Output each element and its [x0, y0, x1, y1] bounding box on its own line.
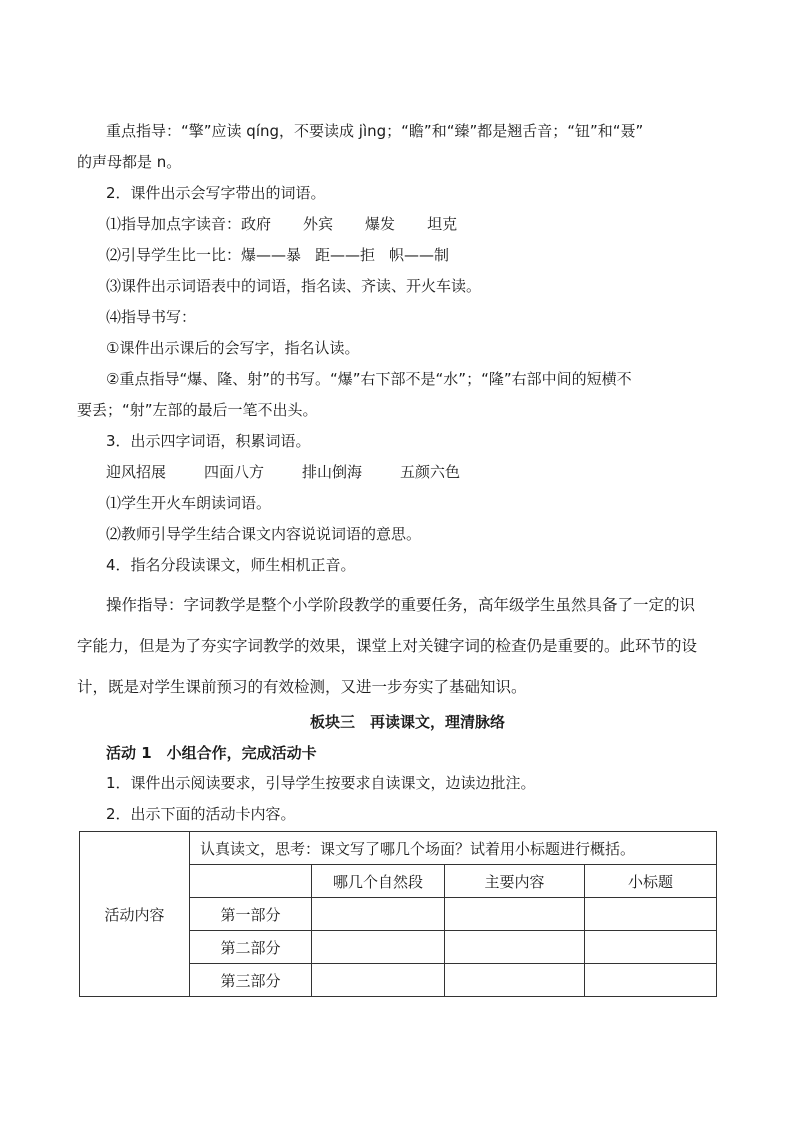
activity-card-table: [79, 831, 717, 997]
step-2-sub-2: [106, 245, 449, 265]
cell-blank: [445, 931, 585, 964]
cell-blank: [312, 931, 445, 964]
operation-guidance-line-3: 计，既是对学生课前预习的有效检测，又进一步夯实了基础知识。: [77, 678, 527, 696]
activity-step-1: 1．课件出示阅读要求，引导学生按要求自读课文，边读边批注。: [106, 774, 536, 792]
step-2-sub-3: ⑶课件出示词语表中的词语，指名读、齐读、开火车读。: [106, 277, 482, 295]
word-1: 政府: [241, 215, 272, 233]
sub-2-prefix: ⑵引导学生比一比：: [106, 246, 242, 264]
sub-1-prefix: ⑴指导加点字读音：: [106, 215, 242, 233]
word-3: 爆发: [365, 215, 396, 233]
cell-blank: [312, 898, 445, 931]
writing-point-2-line-2: 要丢；“射”左部的最后一笔不出头。: [77, 401, 318, 419]
activity-instruction: 认真读文，思考：课文写了哪几个场面？试着用小标题进行概括。: [190, 832, 717, 865]
compare-pair-3: 帜——制: [389, 246, 450, 264]
step-2-sub-4: ⑷指导书写：: [106, 308, 197, 326]
writing-point-1: ①课件出示课后的会写字，指名认读。: [106, 339, 360, 357]
cell-blank: [445, 964, 585, 997]
activity-content-header: 活动内容: [80, 832, 190, 997]
idiom-4: 五颜六色: [400, 463, 461, 481]
word-2: 外宾: [303, 215, 334, 233]
section-title: 板块三 再读课文，理清脉络: [310, 713, 506, 731]
four-char-words: [106, 462, 460, 482]
idiom-2: 四面八方: [204, 463, 265, 481]
row-label-part-1: 第一部分: [190, 898, 312, 931]
cell-blank: [585, 898, 717, 931]
step-3-sub-2: ⑵教师引导学生结合课文内容说说词语的意思。: [106, 525, 422, 543]
idiom-3: 排山倒海: [302, 463, 363, 481]
activity-step-2: 2．出示下面的活动卡内容。: [106, 805, 296, 823]
column-header-main-content: 主要内容: [445, 865, 585, 898]
key-guidance-line-2: 的声母都是 n。: [77, 153, 182, 171]
row-label-part-3: 第三部分: [190, 964, 312, 997]
step-3-sub-1: ⑴学生开火车朗读词语。: [106, 494, 272, 512]
step-4-heading: 4．指名分段读课文，师生相机正音。: [106, 556, 356, 574]
cell-blank: [585, 964, 717, 997]
writing-point-2-line-1: ②重点指导“爆、隆、射”的书写。“爆”右下部不是“水”；“隆”右部中间的短横不: [106, 370, 632, 388]
operation-guidance-line-1: 操作指导：字词教学是整个小学阶段教学的重要任务，高年级学生虽然具备了一定的识: [106, 596, 696, 614]
compare-pair-2: 距——拒: [315, 246, 376, 264]
compare-pair-1: 爆——暴: [241, 246, 302, 264]
step-2-heading: 2．课件出示会写字带出的词语。: [106, 184, 326, 202]
key-guidance-line-1: 重点指导：“擎”应读 qíng，不要读成 jìng；“瞻”和“臻”都是翘舌音；“钮”和“聂”: [106, 122, 644, 140]
activity-title: 活动 1 小组合作，完成活动卡: [106, 744, 317, 762]
column-header-subtitle: 小标题: [585, 865, 717, 898]
cell-blank: [445, 898, 585, 931]
cell-blank: [585, 931, 717, 964]
column-header-paragraphs: 哪几个自然段: [312, 865, 445, 898]
cell-blank: [312, 964, 445, 997]
idiom-1: 迎风招展: [106, 463, 167, 481]
word-4: 坦克: [427, 215, 458, 233]
operation-guidance-line-2: 字能力，但是为了夯实字词教学的效果，课堂上对关键字词的检查仍是重要的。此环节的设: [77, 637, 698, 655]
step-2-sub-1: [106, 214, 457, 234]
column-header-blank: [190, 865, 312, 898]
step-3-heading: 3．出示四字词语，积累词语。: [106, 432, 311, 450]
table-row: [80, 832, 717, 865]
row-label-part-2: 第二部分: [190, 931, 312, 964]
